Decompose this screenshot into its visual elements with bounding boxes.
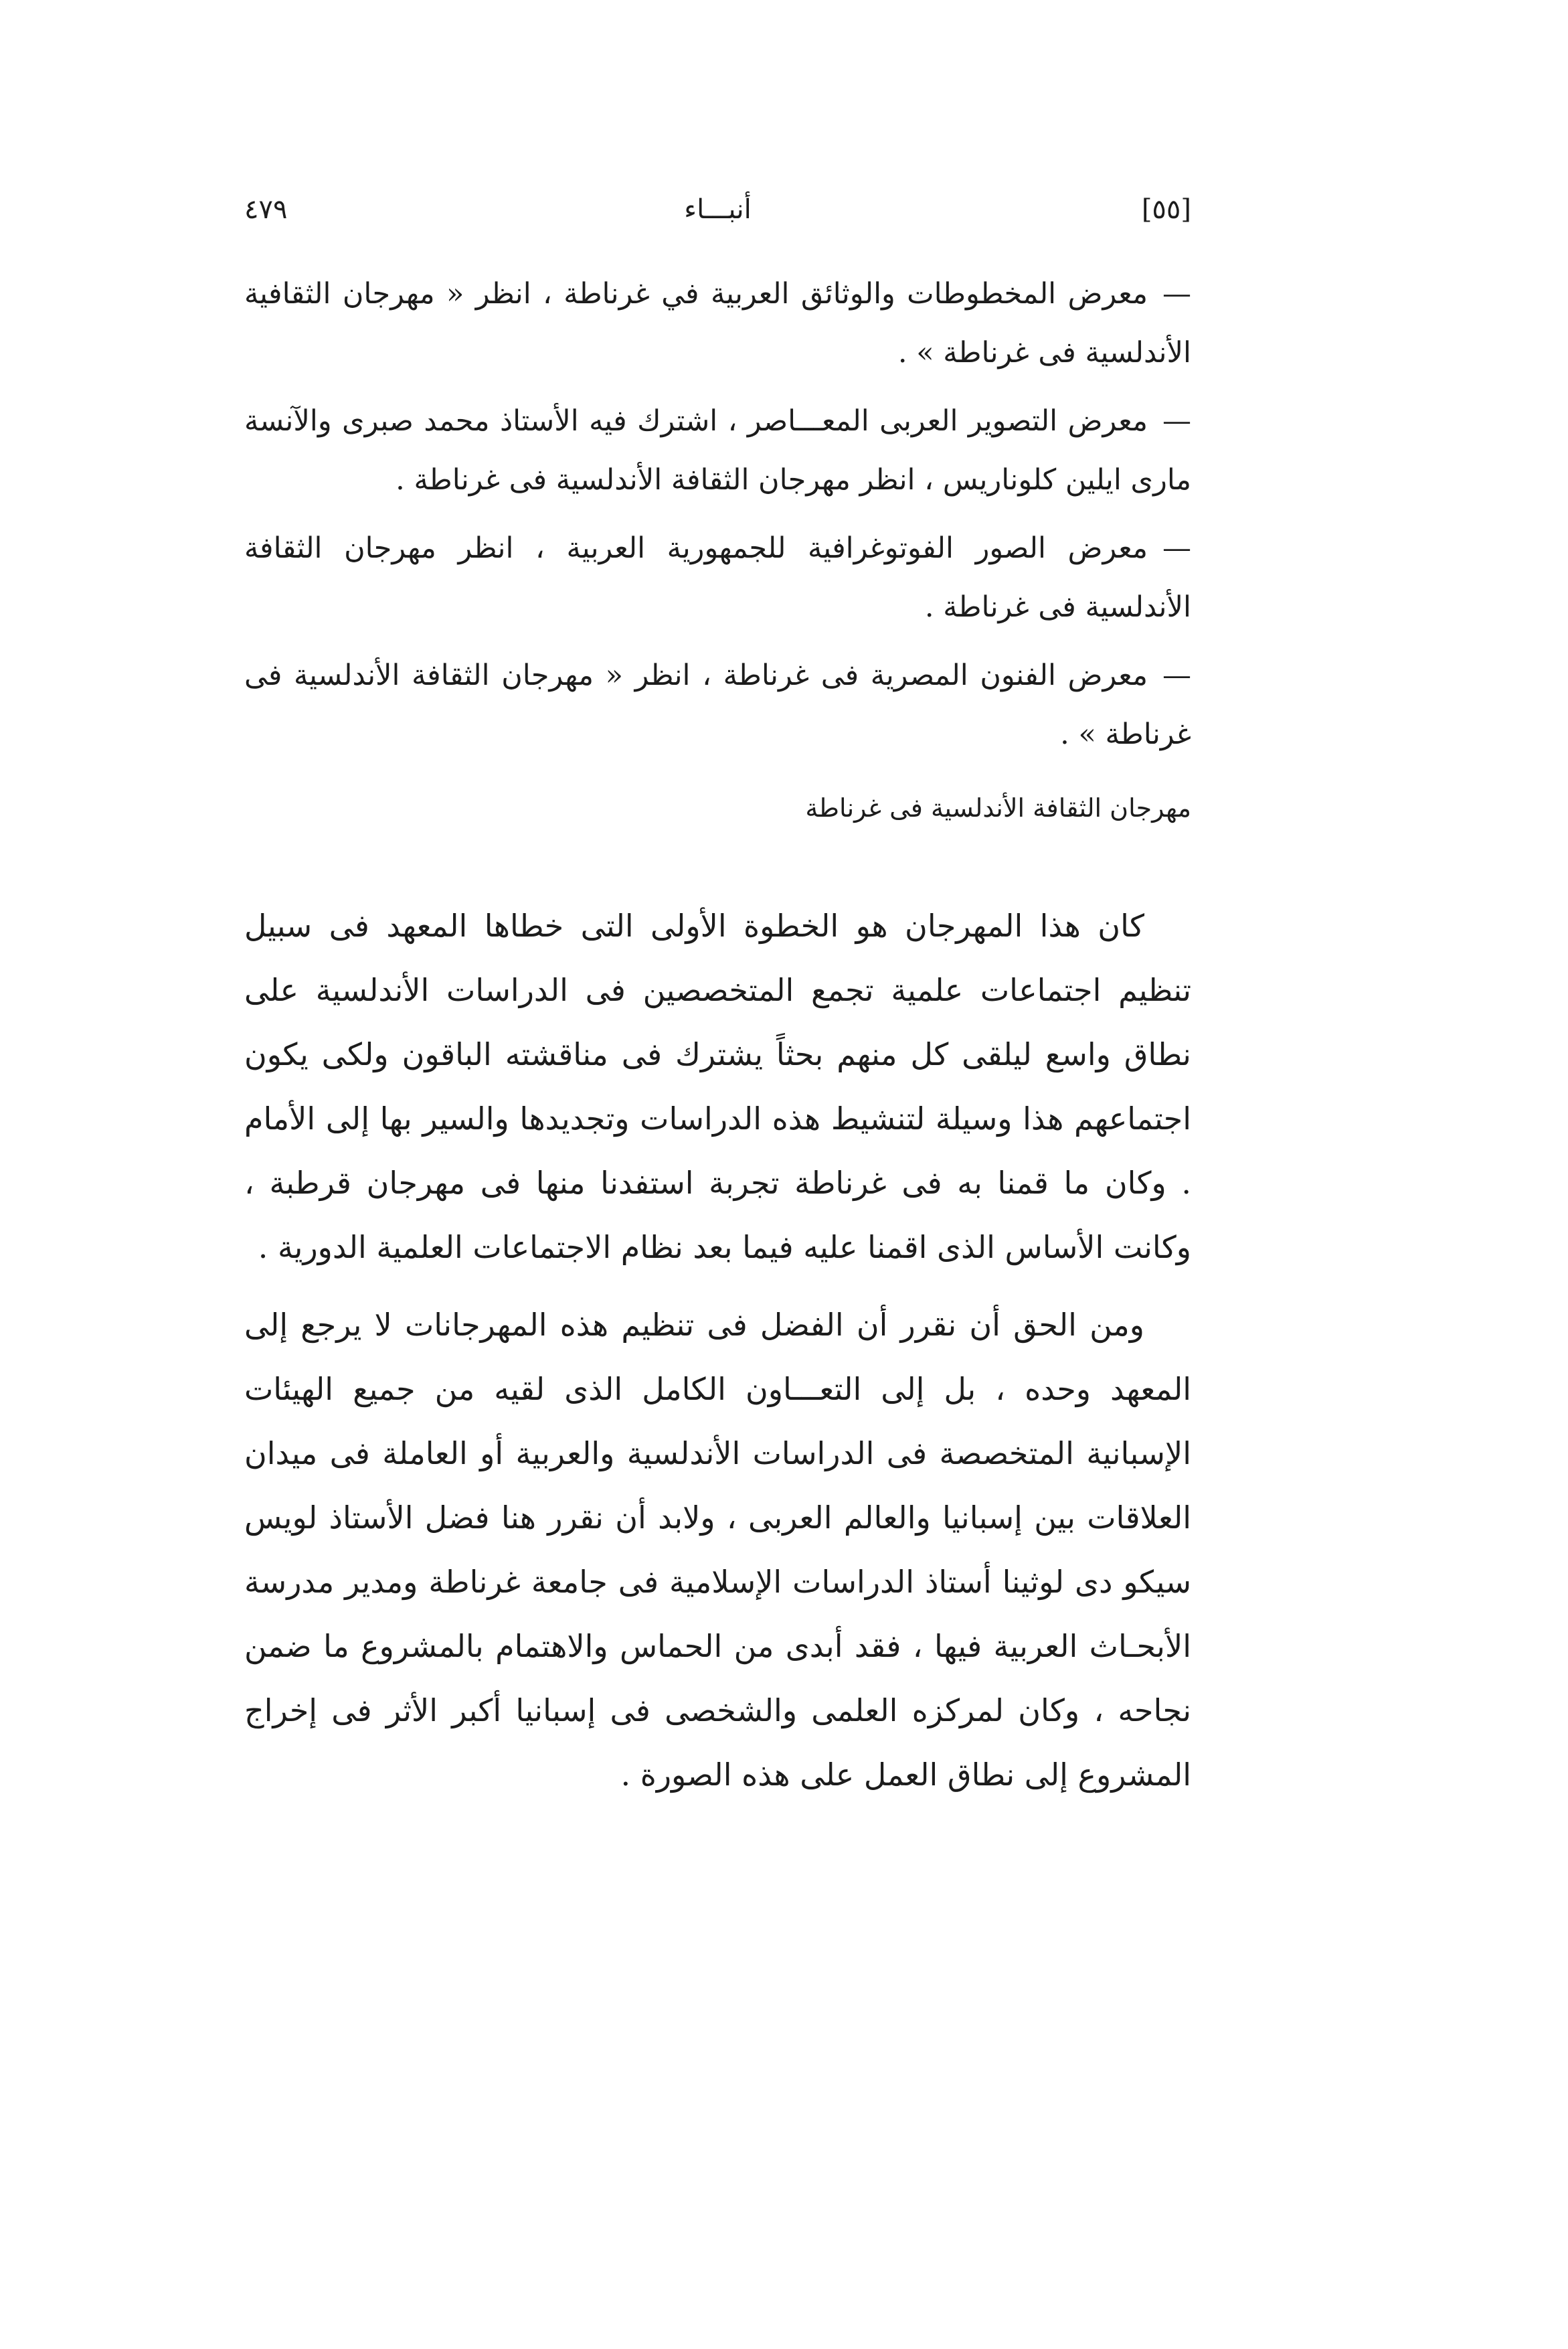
note-dash: — xyxy=(1162,532,1191,565)
note-text: معرض الفنون المصرية فى غرناطة ، انظر « مهرجان الثقافة الأندلسية فى غرناطة » . xyxy=(244,659,1191,751)
note-text: معرض المخطوطات والوثائق العربية في غرناطة ، انظر « مهرجان الثقافية الأندلسية فى غرناطة » . xyxy=(244,277,1191,370)
running-title: أنبـــاء xyxy=(684,194,752,225)
running-header xyxy=(244,194,1191,234)
note-text: معرض الصور الفوتوغرافية للجمهورية العربية ، انظر مهرجان الثقافة الأندلسية فى غرناطة . xyxy=(244,532,1191,624)
note-dash: — xyxy=(1162,404,1191,438)
note-item xyxy=(244,646,1191,764)
note-item xyxy=(244,519,1191,637)
body-paragraph: ومن الحق أن نقرر أن الفضل فى تنظيم هذه المهرجانات لا يرجع إلى المعهد وحده ، بل إلى التعـــاون الكامل الذى لقيه من جميع الهيئات الإسبانية المتخصصة فى الدراسات الأندلسية والعربية أو العاملة فى ميدان العلاقات بين إسبانيا والعالم العربى ، ولابد أن نقرر هنا فضل الأستاذ لويس سيكو دى لوثينا أستاذ الدراسات الإسلامية فى جامعة غرناطة ومدير مدرسة الأبحـاث العربية فيها ، فقد أبدى من الحماس والاهتمام بالمشروع ما ضمن نجاحه ، وكان لمركزه العلمى والشخصى فى إسبانيا أكبر الأثر فى إخراج المشروع إلى نطاق العمل على هذه الصورة . xyxy=(244,1307,1191,1793)
note-text: معرض التصوير العربى المعـــاصر ، اشترك فيه الأستاذ محمد صبرى والآنسة مارى ايلين كلوناريس ، انظر مهرجان الثقافة الأندلسية فى غرناطة . xyxy=(244,404,1191,497)
exhibition-notes xyxy=(244,264,1191,773)
note-item xyxy=(244,392,1191,509)
page-number: ٤٧٩ xyxy=(244,194,288,225)
note-dash: — xyxy=(1162,277,1191,311)
section-heading: مهرجان الثقافة الأندلسية فى غرناطة xyxy=(805,793,1191,823)
note-item xyxy=(244,264,1191,382)
article-body xyxy=(244,894,1191,1820)
note-dash: — xyxy=(1162,659,1191,692)
section-marker: [٥٥] xyxy=(1141,194,1191,225)
body-paragraph: كان هذا المهرجان هو الخطوة الأولى التى خطاها المعهد فى سبيل تنظيم اجتماعات علمية تجمع المتخصصين فى الدراسات الأندلسية على نطاق واسع ليلقى كل منهم بحثاً يشترك فى مناقشته الباقون ولكى يكون اجتماعهم هذا وسيلة لتنشيط هذه الدراسات وتجديدها والسير بها إلى الأمام . وكان ما قمنا به فى غرناطة تجربة استفدنا منها فى مهرجان قرطبة ، وكانت الأساس الذى اقمنا عليه فيما بعد نظام الاجتماعات العلمية الدورية . xyxy=(244,908,1191,1265)
